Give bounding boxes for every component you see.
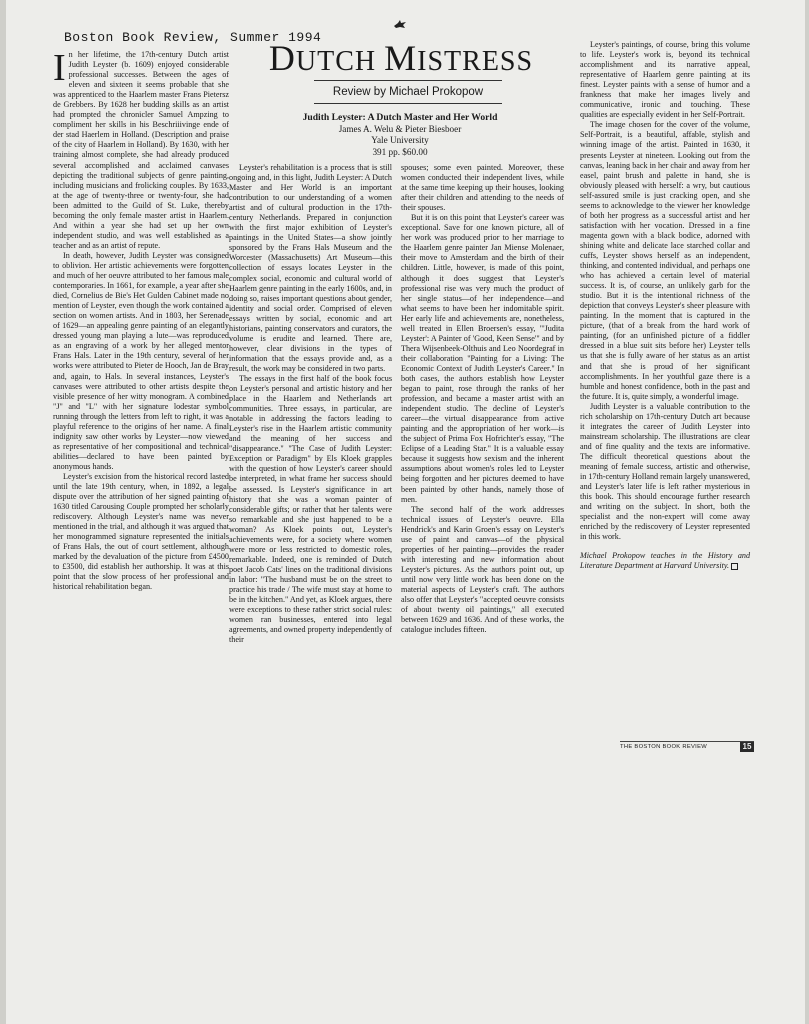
book-pages-price: 391 pp. $60.00	[372, 146, 428, 157]
book-title: Judith Leyster: A Dutch Master and Her World	[302, 112, 498, 123]
end-mark-icon	[731, 563, 738, 570]
paragraph: The image chosen for the cover of the volume, Self-Portrait, is a beautiful, affable, stylish and winning image of the artist. Painted in 1630, it presents Leyster at nineteen. Looking out from the canvas, leaning back in her chair and away from her easel, paint brush and palette in hand, she is obviously pleased with herself: a wry, but cautious self-assured smile is just cracking open, and she seems to acknowledge to the viewer her knowledge of both her progress as a successful artist and her satisfaction with her vocation. Dressed in a fine magenta gown with a black bodice, adorned with shining white and delicate lace starched collar and cuffs, Leyster shows herself as an independent, thinking, and contented individual, and perhaps one who has achieved a certain level of material success. It is, of course, an unlikely garb for the studio. But it is the intentional richness of the depiction that conveys Leyster's sheer pleasure with painting. In the moment that is captured in the picture, (that of a break from the hard work of painting, (for an unfinished picture of a fiddler dressed in a blue suit sits before her) Leyster tells us that she is fully aware of her status as an artist and that she is proud of her significant accomplishments. In her youthful gaze there is a humble and honest confidence, both in the past and the future. It is, quite simply, a wonderful image.	[580, 120, 750, 401]
text-column-1	[53, 47, 229, 593]
author-bio-text: Michael Prokopow teaches in the History and Literature Department at Harvard University.	[580, 551, 750, 571]
text-column-4	[580, 40, 750, 571]
drop-cap: I	[53, 47, 66, 89]
page-right-edge	[805, 0, 809, 1024]
paragraph: Leyster's excision from the historical record lasted until the late 19th century, when, in 1892, a legal dispute over the attribution of her signed painting of 1630 titled Carousing Couple prompted her scholarly rediscovery. Although Leyster's name was never mentioned in the trial, and although it was argued that her monogrammed signature represented the initials of Frans Hals, the out of court settlement, although marked by the devaluation of the picture from £4500 to £3500, did establish her authorship. It was at this point that the slow process of her professional and historical rehabilitation began.	[53, 471, 229, 592]
page-number: 15	[740, 742, 754, 752]
text-column-2	[229, 163, 392, 645]
book-authors: James A. Welu & Pieter Biesboer	[338, 123, 462, 134]
paragraph: Leyster's rehabilitation is a process that is still ongoing and, in this light, Judith Leyster: A Dutch Master and Her World is an important contribution to our understanding of a women artist and of cultural production in the 17th-century Netherlands. Prepared in conjunction with the first major exhibition of Leyster's paintings in the United States—a show jointly sponsored by the Frans Hals Museum and the Worcester (Massachusetts) Art Museum—this collection of essays locates Leyster in the complex social, economic and cultural world of Haarlem genre painting in the early 1600s, and, in doing so, raises important questions about gender, identity and social order. Comprised of eleven essays written by social, economic and art historians, painting conservators and curators, the volume is erudite and learned. There are, however, clear divisions in the types of information that the essays provide and, as a result, the work may be considered in two parts.	[229, 163, 392, 373]
article-title	[246, 38, 556, 82]
paragraph: The essays in the first half of the book focus on Leyster's personal and artistic history and her place in the Haarlem and Netherlands art communities. Three essays, in particular, are notable in addressing the factors leading to Leyster's rise in the Haarlem artistic community and the meaning of her success and "disappearance." "The Case of Judith Leyster: Exception or Paradigm" by Els Kloek grapples with the question of how Leyster's career should be interpreted, in what frame her success should be assessed. Is Leyster's significance in art history that she was a woman painter of considerable gifts; or rather that her talents were so remarkable and she just happened to be a woman? As Kloek points out, Leyster's achievements were, for a society where women were more or less restricted to domestic roles, remarkable. Indeed, one is reminded of Dutch poet Jacob Cats' lines on the traditional divisions in labor: "The husband must be on the street to practice his trade / The wife must stay at home to be in the kitchen." And yet, as Kloek argues, there were exceptions to these rather strict social rules: women ran businesses, entered into legal agreements, and owned property independently of their	[229, 373, 392, 645]
paragraph: Judith Leyster is a valuable contribution to the rich scholarship on 17th-century Dutch art because it integrates the career of Judith Leyster into mainstream scholarship. The illustrations are clear and of fine quality and the texts are informative. The difficult theoretical questions about the meaning of female success, artistic and otherwise, in 17th-century Holland remain largely unanswered, and Leyster's later life is left rather mysterious in this book. This should encourage further research and writing on the subject. In short, both the specialist and the non-expert will come away enriched by the rediscovery of Leyster represented in this work.	[580, 401, 750, 542]
paragraph: In death, however, Judith Leyster was consigned to oblivion. Her artistic achievements were forgotten and much of her oeuvre attributed to her famous male contemporaries. In 1661, for example, a year after she died, Cornelius de Bie's Het Gulden Cabinet made no mention of Leyster, even though the work contained a section on women artists. And in 1803, her Serenade of 1629—an appealing genre painting of an elegantly dressed young man playing a lute—was reproduced as an engraving of a work by her alleged mentor Frans Hals. Later in the 19th century, several of her works were attributed to Pieter de Hooch, Jan de Bray and, again, to Hals. In several instances, Leyster's canvases were attributed to other artists despite the visible presence of her witty monogram. A combined "J" and "L" with her signature lodestar symbol running through the letters from left to right, it was a playful reference to the origins of her name. A final indignity saw other works by Leyster—now viewed as representative of her compositional and technical abilities—declared to have been painted by anonymous hands.	[53, 250, 229, 471]
publication-header: Boston Book Review, Summer 1994	[64, 30, 322, 45]
byline: Review by Michael Prokopow	[332, 86, 484, 98]
footer-label: THE BOSTON BOOK REVIEW	[620, 744, 708, 750]
title-initial-2: M	[384, 38, 418, 78]
book-publisher: Yale University	[371, 135, 429, 145]
paragraph: But it is on this point that Leyster's career was exceptional. Save for one known picture, all of her work was produced prior to her marriage to the Haarlem genre painter Jan Miense Molenaer, their move to Amsterdam and the birth of their children. Little, however, is made of this point, although it does suggest that Leyster's professional rise was very much the product of her single status—of her independence—and what seems to have been her indomitable spirit. Her early life and achievements are, nonetheless, well treated in Ellen Broersen's essay, "'Judita Leyster': A Painter of 'Good, Keen Sense'" and by Thera Wijsenbeek-Olthuis and Leo Noordegraf in their collaboration "Painting for a Living: The Economic Context of Judith Leyster's Career." In both cases, the authors establish how Leyster began to paint, rose through the ranks of her profession, and became a master artist with an independent studio. The decline of Leyster's career—the virtual disappearance from active painting and the appropriation of her work—is the subject of Prima Fox Hofrichter's essay, "The Eclipse of a Leading Star." It is a valuable essay because it suggests how sexism and the inherent assumptions about women's roles led to Leyster being forgotten and her pictures deemed to have been painted by other hands, namely those of men.	[401, 213, 564, 504]
paragraph: The second half of the work addresses technical issues of Leyster's oeuvre. Ella Hendrick's and Karin Groen's essay on Leyster's use of paint and canvas—of the physical properties of her painting—provides the reader with interesting and new information about Leyster's pictures. As the authors point out, up until now very little work has been done on the material aspects of Leyster's craft. The authors also offer that Leyster's "accepted oeuvre consists of about twenty oil paintings," all executed between 1629 and 1636. And of these works, the catalogue includes fifteen.	[401, 504, 564, 635]
byline-box	[314, 80, 502, 104]
page-footer	[620, 741, 754, 752]
title-initial: D	[268, 38, 296, 78]
text-column-3	[401, 163, 564, 635]
paragraph: Leyster's paintings, of course, bring this volume to life. Leyster's work is, beyond its technical accomplishment and its narrative appeal, representative of Haarlem genre painting at its finest. Leyster paints with a sense of humor and a frankness that make her images lively and communicative, ironic and touching. These qualities are especially evident in her Self-Portrait.	[580, 40, 750, 120]
page-left-edge	[0, 0, 6, 1024]
title-part-a: UTCH	[295, 46, 385, 77]
book-info	[240, 112, 560, 158]
paragraph: spouses; some even painted. Moreover, these women conducted their independent lives, while at the same time keeping up their houses, looking after their children and attending to the needs of their spouses.	[401, 163, 564, 213]
bird-logo-icon	[393, 19, 407, 29]
author-bio	[580, 551, 750, 571]
title-part-b: ISTRESS	[417, 46, 534, 77]
paragraph: n her lifetime, the 17th-century Dutch artist Judith Leyster (b. 1609) enjoyed considerable professional successes. Between the ages of eleven and sixteen it seems probable that she was apprenticed to the Haarlem master Frans Pietersz de Grebbers. By 1628 her budding skills as an artist had prompted the chronicler Samuel Ampzing to compliment her skills in his Beschriiivinge ende of der stad Haerlem in Holland. (Description and praise of the city of Haarlem in Holland). By 1630, with her training almost complete, she had already produced several accomplished and acclaimed canvases depicting the traditional subjects of genre painting, including musicians and frolicking couples. By 1633, at the age of twenty-three or twenty-four, she had been admitted to the Guild of St. Luke, thereby becoming the only female master artist in Haarlem. And within a year she had set up her own independent studio, and was well established as a teacher and as an artist of repute.	[53, 50, 229, 250]
